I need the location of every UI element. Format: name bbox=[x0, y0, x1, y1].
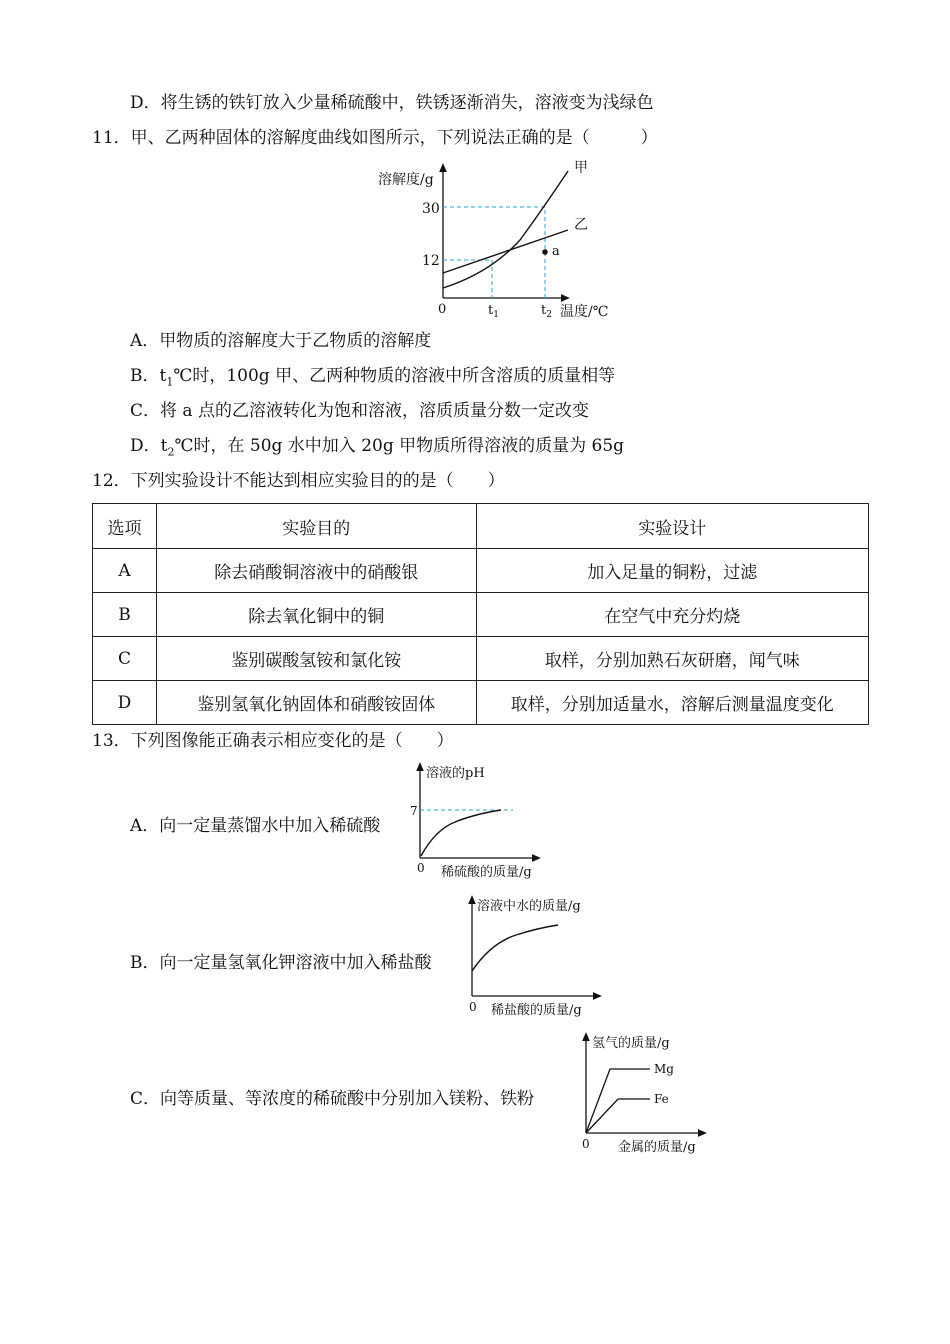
origin-label: 0 bbox=[469, 1000, 477, 1014]
q11-option-a: A．甲物质的溶解度大于乙物质的溶解度 bbox=[130, 331, 432, 351]
q13-option-b: B．向一定量氢氧化钾溶液中加入稀盐酸 bbox=[130, 953, 432, 973]
tick-30: 30 bbox=[422, 201, 440, 217]
table-row: A 除去硝酸铜溶液中的硝酸银 加入足量的铜粉，过滤 bbox=[93, 549, 869, 593]
header-option: 选项 bbox=[93, 504, 157, 549]
table-row: C 鉴别碳酸氢铵和氯化铵 取样，分别加熟石灰研磨，闻气味 bbox=[93, 637, 869, 681]
mg-label: Mg bbox=[654, 1062, 674, 1076]
origin-label: 0 bbox=[582, 1137, 590, 1151]
point-a bbox=[542, 249, 548, 255]
tick-12: 12 bbox=[422, 253, 440, 269]
header-purpose: 实验目的 bbox=[156, 504, 476, 549]
q13-stem: 13．下列图像能正确表示相应变化的是（ ） bbox=[92, 731, 454, 751]
x-axis-label: 稀盐酸的质量/g bbox=[491, 1003, 582, 1018]
q13-chart-b bbox=[466, 893, 616, 1020]
curve-jia-label: 甲 bbox=[574, 160, 588, 176]
y-axis-label: 氢气的质量/g bbox=[592, 1036, 670, 1051]
fe-label: Fe bbox=[654, 1092, 669, 1106]
q11-option-b: B．$t_1℃$时，100g 甲、乙两种物质的溶液中所含溶质的质量相等 bbox=[130, 366, 616, 389]
q11-option-c: C．将 a 点的乙溶液转化为饱和溶液，溶质质量分数一定改变 bbox=[130, 401, 589, 421]
x-axis-label: 稀硫酸的质量/g bbox=[441, 865, 532, 880]
q13-chart-a bbox=[405, 760, 555, 882]
header-design: 实验设计 bbox=[476, 504, 869, 549]
y-axis-label: 溶液的pH bbox=[426, 766, 485, 781]
q13-option-c: C．向等质量、等浓度的稀硫酸中分别加入镁粉、铁粉 bbox=[130, 1089, 535, 1109]
tick-t2: $t_2$ bbox=[541, 303, 552, 320]
table-row: B 除去氧化铜中的铜 在空气中充分灼烧 bbox=[93, 593, 869, 637]
table-header-row bbox=[93, 504, 869, 549]
water-mass-curve bbox=[472, 925, 558, 971]
y-axis-label: 溶液中水的质量/g bbox=[477, 899, 581, 914]
tick-t1: $t_1$ bbox=[488, 303, 499, 320]
origin-label: 0 bbox=[438, 302, 447, 317]
table-row: D 鉴别氢氧化钠固体和硝酸铵固体 取样，分别加适量水，溶解后测量温度变化 bbox=[93, 681, 869, 725]
q11-stem: 11．甲、乙两种固体的溶解度曲线如图所示，下列说法正确的是（ ） bbox=[92, 128, 658, 148]
tick-7: 7 bbox=[410, 804, 418, 818]
origin-label: 0 bbox=[417, 861, 425, 875]
y-axis-label: 溶解度/g bbox=[378, 172, 434, 188]
curve-yi-label: 乙 bbox=[574, 217, 588, 233]
point-a-label: a bbox=[552, 244, 560, 259]
x-axis-label: 金属的质量/g bbox=[618, 1140, 696, 1155]
q13-chart-c bbox=[578, 1030, 718, 1157]
q11-option-d: D．$t_2℃$时，在 50g 水中加入 20g 甲物质所得溶液的质量为 65g bbox=[130, 436, 625, 459]
curve-yi bbox=[443, 230, 568, 273]
experiment-table bbox=[92, 503, 869, 725]
ph-curve bbox=[421, 810, 501, 856]
x-axis-label: 温度/℃ bbox=[560, 304, 609, 320]
q10-option-d: D．将生锈的铁钉放入少量稀硫酸中，铁锈逐渐消失，溶液变为浅绿色 bbox=[130, 93, 654, 113]
dashed-guide-30 bbox=[443, 207, 545, 298]
fe-line bbox=[586, 1099, 650, 1133]
q13-option-a: A．向一定量蒸馏水中加入稀硫酸 bbox=[130, 816, 381, 836]
q11-solubility-chart bbox=[370, 155, 620, 325]
q12-stem: 12．下列实验设计不能达到相应实验目的的是（ ） bbox=[92, 471, 505, 491]
curve-jia bbox=[443, 171, 568, 288]
